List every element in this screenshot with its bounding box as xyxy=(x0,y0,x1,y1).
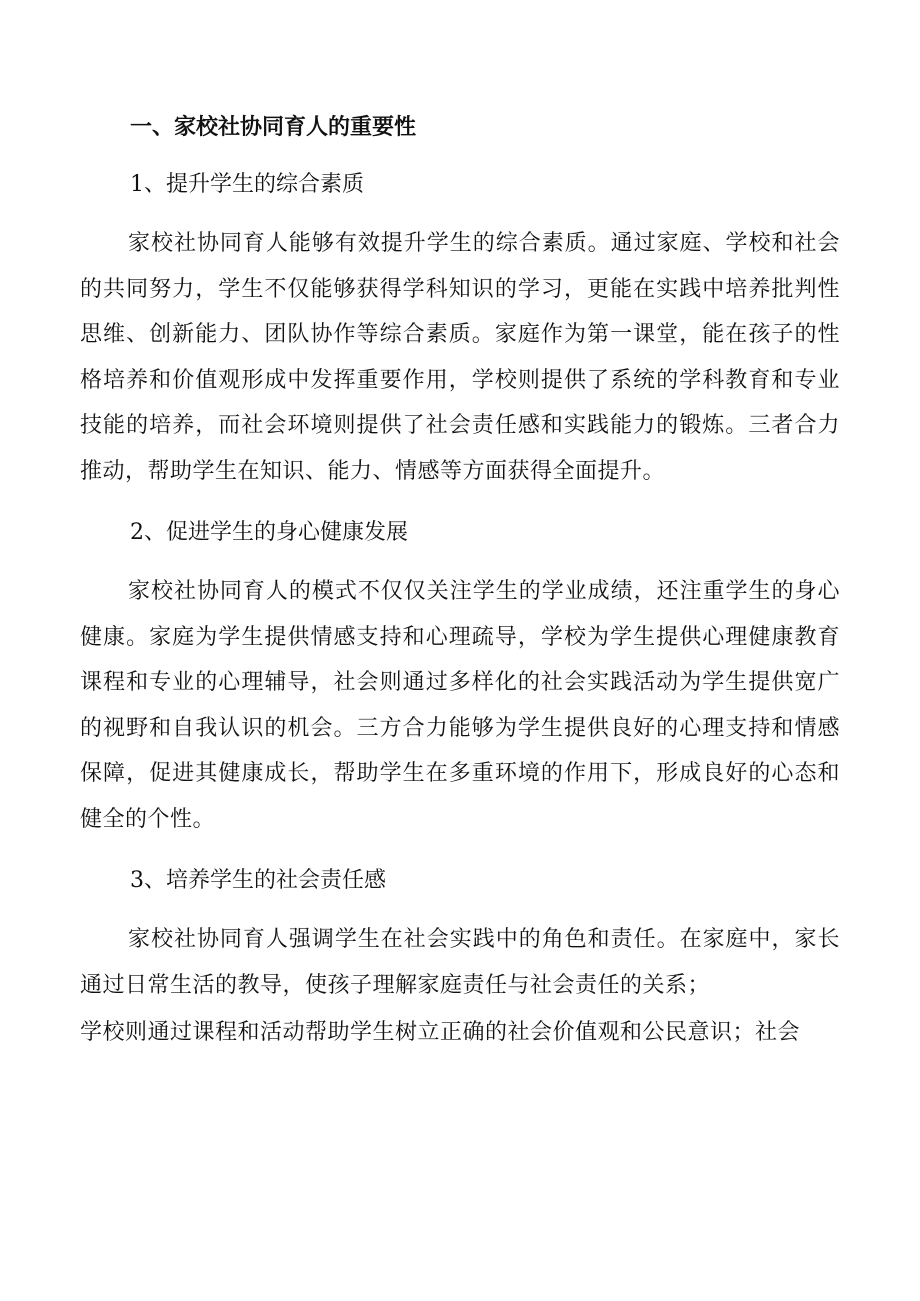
subsection-paragraph-3: 家校社协同育人强调学生在社会实践中的角色和责任。在家庭中，家长通过日常生活的教导，使孩子理解家庭责任与社会责任的关系； xyxy=(80,927,840,998)
subsection-paragraph-2: 家校社协同育人的模式不仅仅关注学生的学业成绩，还注重学生的身心健康。家庭为学生提供情感支持和心理疏导，学校为学生提供心理健康教育课程和专业的心理辅导，社会则通过多样化的社会实践活动为学生提供宽广的视野和自我认识的机会。三方合力能够为学生提供良好的心理支持和情感保障，促进其健康成长，帮助学生在多重环境的作用下，形成良好的心态和健全的个性。 xyxy=(80,579,840,832)
document-body xyxy=(80,108,840,1056)
subsection-paragraph-1: 家校社协同育人能够有效提升学生的综合素质。通过家庭、学校和社会的共同努力，学生不仅能够获得学科知识的学习，更能在实践中培养批判性思维、创新能力、团队协作等综合素质。家庭作为第一课堂，能在孩子的性格培养和价值观形成中发挥重要作用，学校则提供了系统的学科教育和专业技能的培养，而社会环境则提供了社会责任感和实践能力的锻炼。三者合力推动，帮助学生在知识、能力、情感等方面获得全面提升。 xyxy=(80,231,840,484)
subsection-paragraph-3-continuation: 学校则通过课程和活动帮助学生树立正确的社会价值观和公民意识；社会 xyxy=(80,1020,801,1045)
subsection-title-3: 3、培养学生的社会责任感 xyxy=(130,868,386,893)
section-title: 一、家校社协同育人的重要性 xyxy=(130,114,417,140)
subsection-title-2: 2、促进学生的身心健康发展 xyxy=(130,520,408,545)
subsection-title-1: 1、提升学生的综合素质 xyxy=(130,172,364,197)
